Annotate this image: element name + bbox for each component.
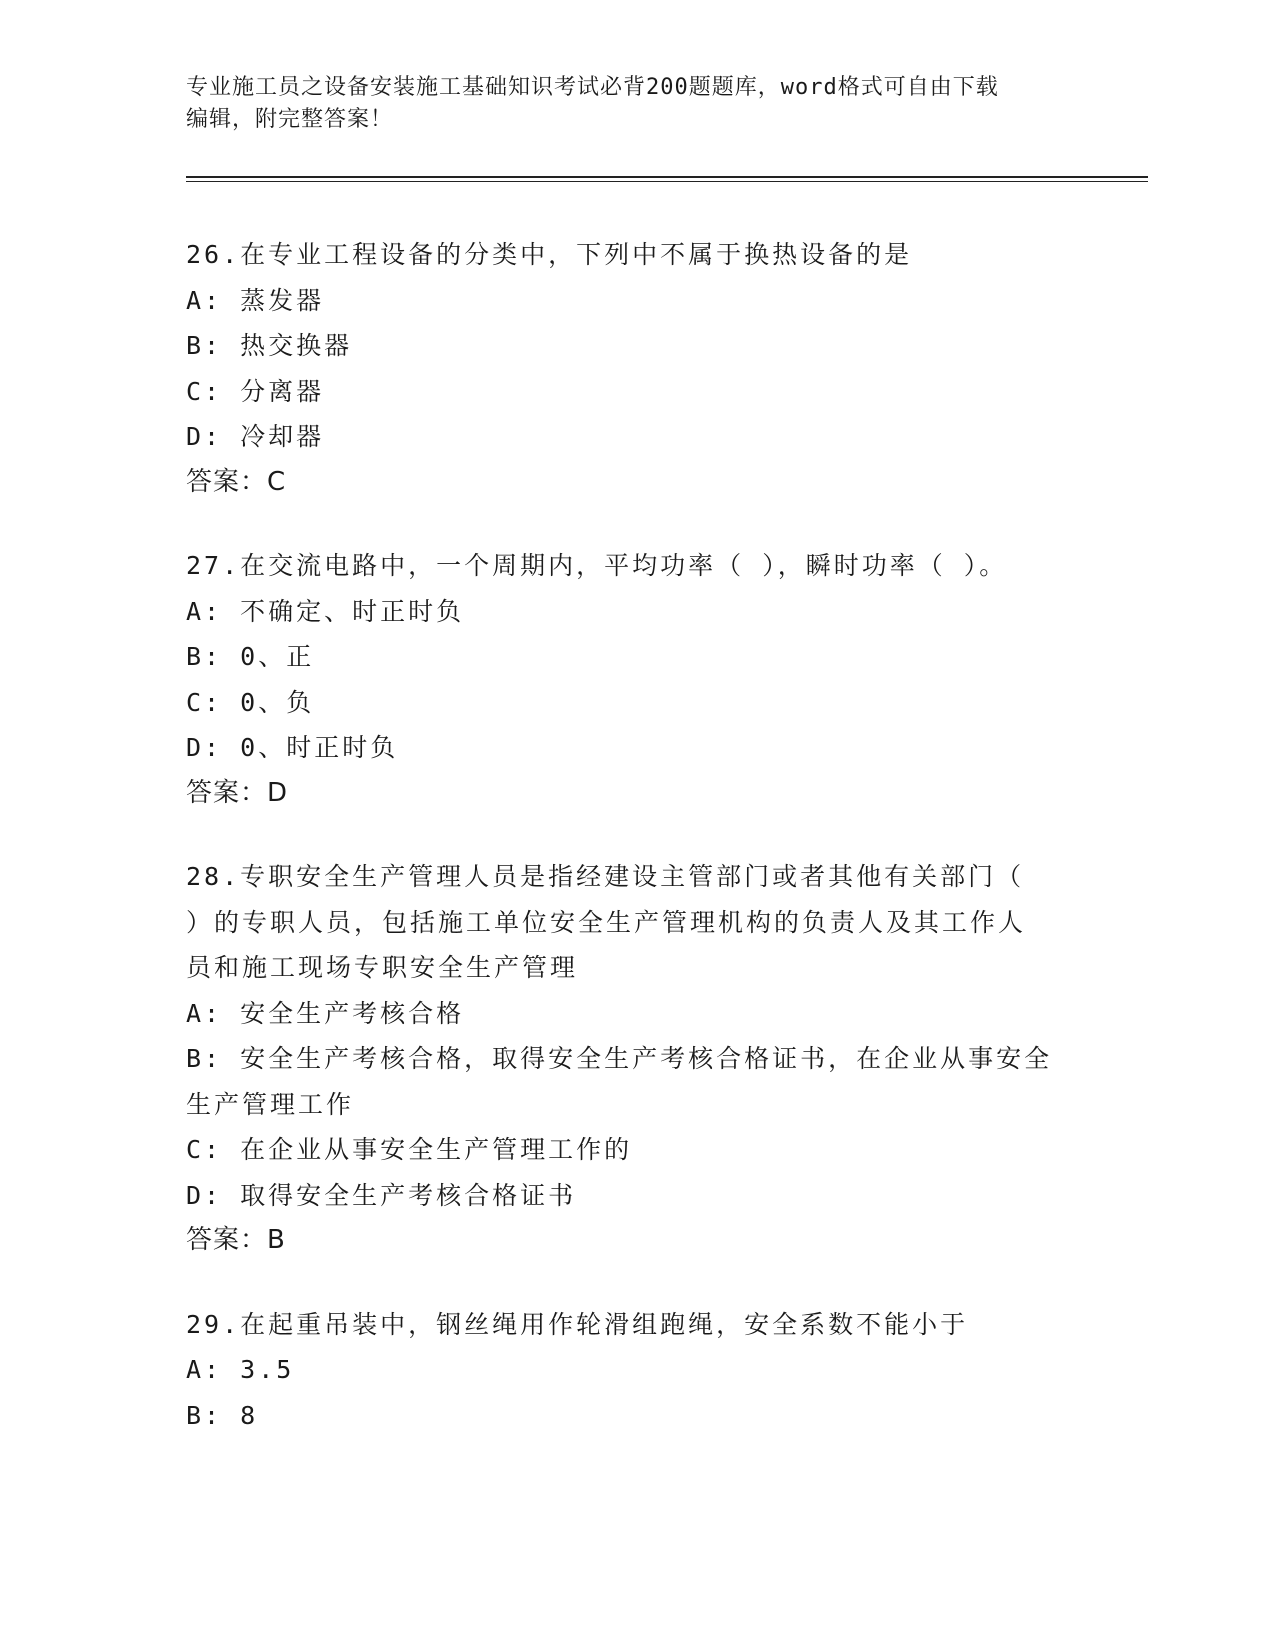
question-27 — [186, 543, 1086, 816]
answer: 答案：D — [186, 777, 289, 808]
header-line-2: 编辑，附完整答案！ — [186, 107, 394, 132]
option-c: C: 0、负 — [186, 687, 315, 717]
option-b: B: 8 — [186, 1400, 259, 1430]
question-28 — [186, 854, 1086, 1264]
document-header — [186, 72, 1066, 136]
question-text-line-1: 28.专职安全生产管理人员是指经建设主管部门或者其他有关部门（ — [186, 862, 1025, 891]
question-text: 26.在专业工程设备的分类中，下列中不属于换热设备的是 — [186, 240, 913, 269]
option-a: A: 安全生产考核合格 — [186, 998, 465, 1028]
answer: 答案：B — [186, 1225, 286, 1255]
question-text-line-2: ）的专职人员，包括施工单位安全生产管理机构的负责人及其工作人 — [186, 907, 1027, 937]
question-text-line-3: 员和施工现场专职安全生产管理 — [186, 953, 579, 982]
header-divider — [186, 176, 1148, 178]
question-list — [186, 232, 1086, 1476]
option-a: A: 蒸发器 — [186, 285, 325, 315]
question-29 — [186, 1302, 1086, 1439]
option-b-line-2: 生产管理工作 — [186, 1089, 355, 1119]
option-d: D: 冷却器 — [186, 422, 325, 451]
option-b: B: 0、正 — [186, 642, 315, 671]
option-d: D: 取得安全生产考核合格证书 — [186, 1180, 577, 1210]
question-text: 29.在起重吊装中，钢丝绳用作轮滑组跑绳，安全系数不能小于 — [186, 1309, 969, 1339]
option-c: C: 在企业从事安全生产管理工作的 — [186, 1135, 633, 1164]
question-26 — [186, 232, 1086, 505]
option-c: C: 分离器 — [186, 376, 325, 406]
header-divider-thin — [186, 181, 1148, 182]
option-a: A: 3.5 — [186, 1355, 295, 1384]
question-text: 27.在交流电路中，一个周期内，平均功率（ ），瞬时功率（ ）。 — [186, 551, 1008, 580]
option-a: A: 不确定、时正时负 — [186, 596, 465, 626]
answer: 答案：C — [186, 466, 287, 497]
option-b-line-1: B: 安全生产考核合格，取得安全生产考核合格证书，在企业从事安全 — [186, 1044, 1053, 1073]
header-line-1: 专业施工员之设备安装施工基础知识考试必背200题题库，word格式可自由下载 — [186, 75, 999, 100]
option-b: B: 热交换器 — [186, 331, 353, 360]
option-d: D: 0、时正时负 — [186, 733, 399, 762]
